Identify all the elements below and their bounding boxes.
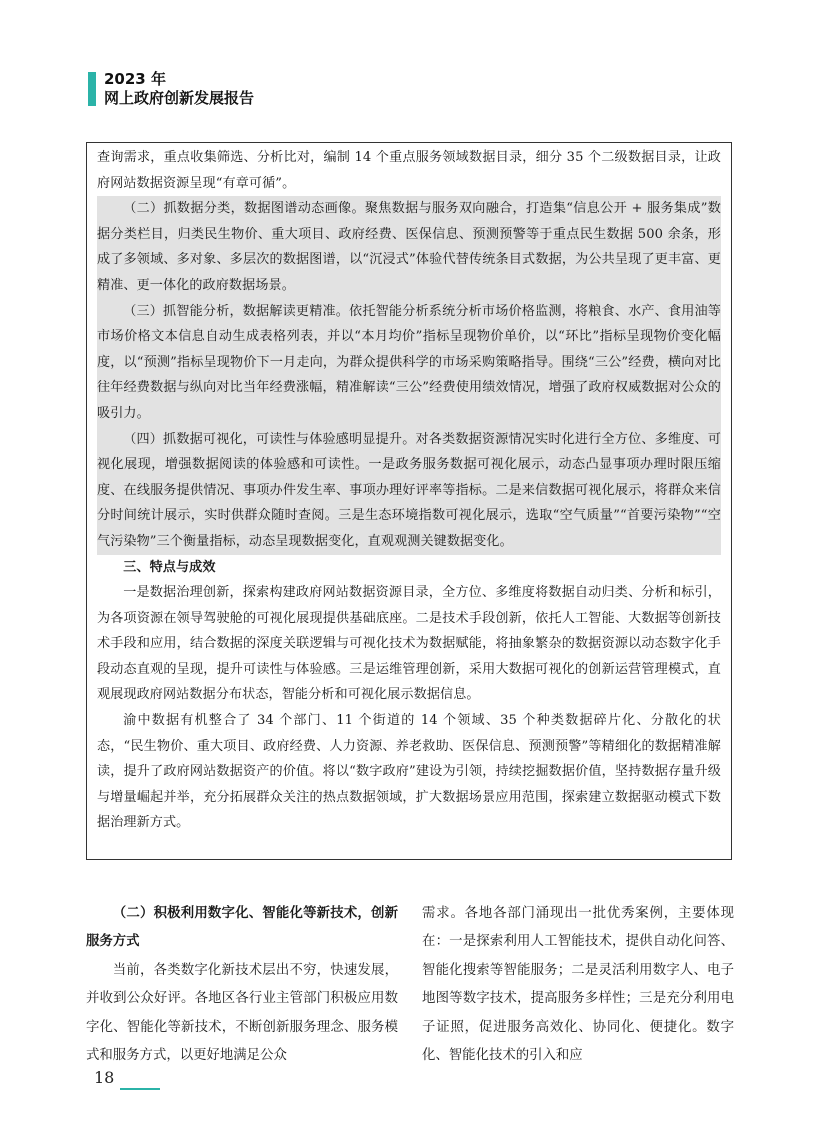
box-paragraph: 查询需求，重点收集筛选、分析比对，编制 14 个重点服务领域数据目录，细分 35 个二级数据目录，让政府网站数据资源呈现“有章可循”。	[97, 150, 721, 191]
box-paragraph: （三）抓智能分析，数据解读更精准。依托智能分析系统分析市场价格监测，将粮食、水产、食用油等市场价格文本信息自动生成表格列表，并以“本月均价”指标呈现物价单价，以“环比”指标呈现物价变化幅度，以“预测”指标呈现物价下一月走向，为群众提供科学的市场采购策略指导。围绕“三公”经费，横向对比往年经费数据与纵向对比当年经费涨幅，精准解读“三公”经费使用绩效情况，增强了政府权威数据对公众的吸引力。	[97, 299, 721, 427]
header-accent-bar	[88, 72, 96, 106]
left-column	[86, 900, 398, 1070]
section-subheading: （二）积极利用数字化、智能化等新技术，创新服务方式	[86, 906, 398, 950]
box-section-heading: 三、特点与成效	[123, 559, 216, 575]
page-number-underline	[120, 1088, 160, 1090]
header-report-title: 网上政府创新发展报告	[104, 89, 255, 107]
page-number: 18	[94, 1068, 115, 1087]
box-paragraph: （二）抓数据分类，数据图谱动态画像。聚焦数据与服务双向融合，打造集“信息公开 + 服务集成”数据分类栏目，归类民生物价、重大项目、政府经费、医保信息、预测预警等于重点民生数据 500 余条，形成了多领域、多对象、多层次的数据图谱，以“沉浸式”体验代替传统条目式数据，为公共呈现了更丰富、更精准、更一体化的政府数据场景。	[97, 196, 721, 298]
body-paragraph: 当前，各类数字化新技术层出不穷，快速发展，并收到公众好评。各地区各行业主管部门积极应用数字化、智能化等新技术，不断创新服务理念、服务模式和服务方式，以更好地满足公众	[86, 962, 398, 1064]
header-year: 2023 年	[104, 70, 166, 88]
case-study-box	[86, 142, 732, 860]
box-paragraph: 一是数据治理创新，探索构建政府网站数据资源目录，全方位、多维度将数据自动归类、分析和标引，为各项资源在领导驾驶舱的可视化展现提供基础底座。二是技术手段创新，依托人工智能、大数据等创新技术手段和应用，结合数据的深度关联逻辑与可视化技术为数据赋能，将抽象繁杂的数据资源以动态数字化手段动态直观的呈现，提升可读性与体验感。三是运维管理创新，采用大数据可视化的创新运营管理模式，直观展现政府网站数据分布状态，智能分析和可视化展示数据信息。	[97, 585, 721, 703]
running-header	[104, 70, 254, 108]
right-column	[422, 900, 734, 1070]
body-paragraph: 需求。各地各部门涌现出一批优秀案例，主要体现在：一是探索利用人工智能技术，提供自动化问答、智能化搜索等智能服务；二是灵活利用数字人、电子地图等数字技术，提高服务多样性；三是充分利用电子证照，促进服务高效化、协同化、便捷化。数字化、智能化技术的引入和应	[422, 906, 734, 1064]
box-paragraph: 渝中数据有机整合了 34 个部门、11 个街道的 14 个领域、35 个种类数据碎片化、分散化的状态，“民生物价、重大项目、政府经费、人力资源、养老救助、医保信息、预测预警”等精细化的数据精准解读，提升了政府网站数据资产的价值。将以“数字政府”建设为引领，持续挖掘数据价值，坚持数据存量升级与增量崛起并举，充分拓展群众关注的热点数据领域，扩大数据场景应用范围，探索建立数据驱动模式下数据治理新方式。	[97, 713, 721, 831]
box-paragraph: （四）抓数据可视化，可读性与体验感明显提升。对各类数据资源情况实时化进行全方位、多维度、可视化展现，增强数据阅读的体验感和可读性。一是政务服务数据可视化展示，动态凸显事项办理时限压缩度、在线服务提供情况、事项办件发生率、事项办理好评率等指标。二是来信数据可视化展示，将群众来信分时间统计展示，实时供群众随时查阅。三是生态环境指数可视化展示，选取“空气质量”“首要污染物”“空气污染物”三个衡量指标，动态呈现数据变化，直观观测关键数据变化。	[97, 427, 721, 555]
